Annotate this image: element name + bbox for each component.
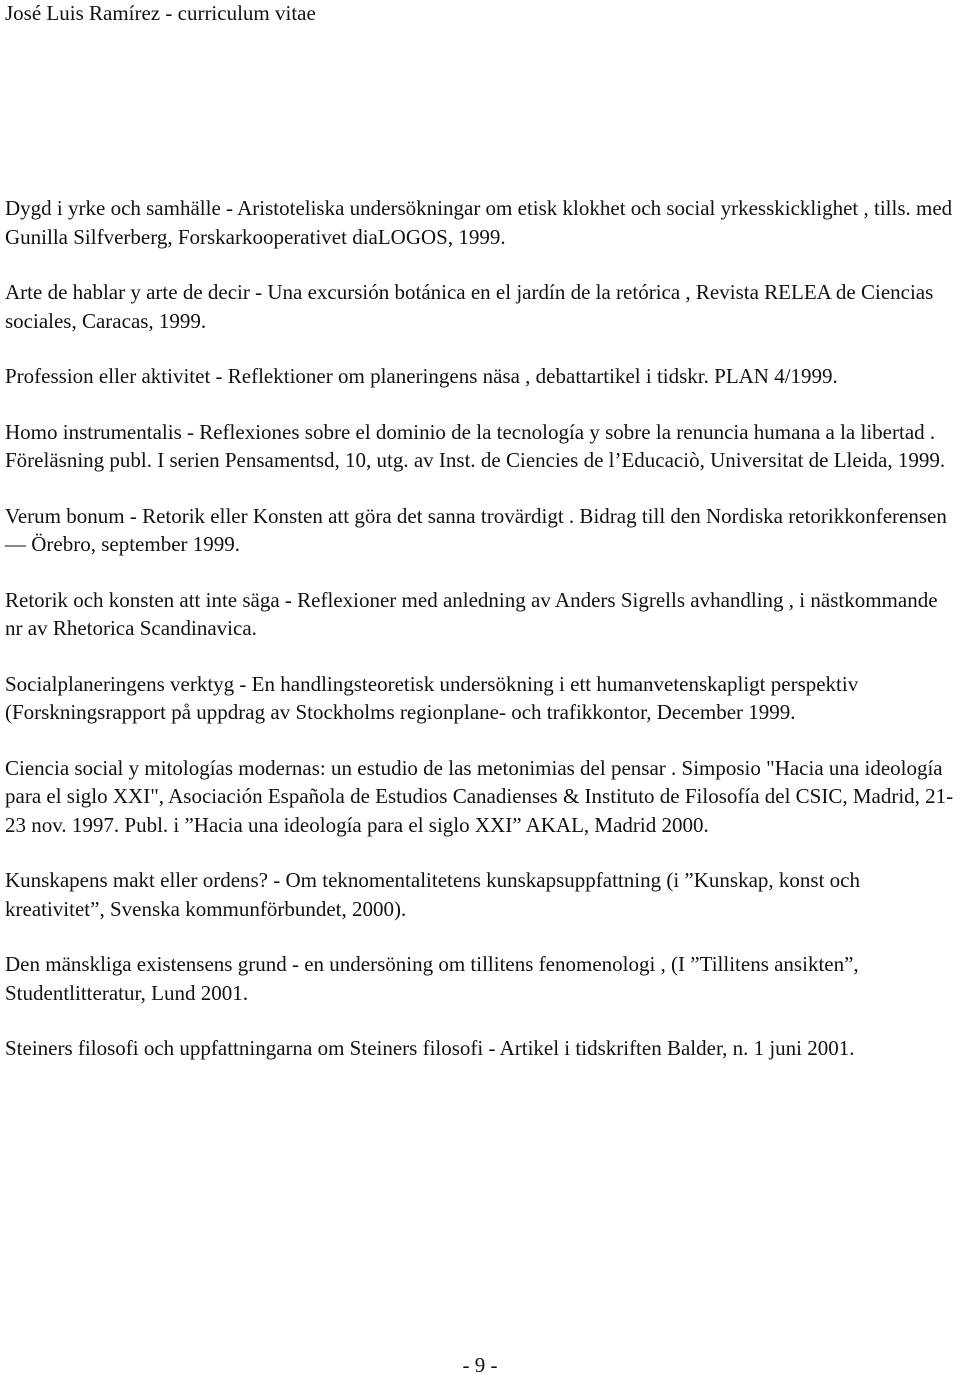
publication-entry: Homo instrumentalis - Reflexiones sobre el dominio de la tecnología y sobre la renuncia humana a la libertad . Föreläsning publ. I serien Pensamentsd, 10, utg. av Inst. de Ciencies de l’Educaciò, Universitat de Lleida, 1999.	[5, 419, 946, 472]
publication-list	[5, 194, 955, 1090]
publication-entry: Den mänskliga existensens grund - en undersöning om tillitens fenomenologi , (I ”Tillitens ansikten”, Studentlitteratur, Lund 2001.	[5, 952, 859, 1005]
publication-entry: Kunskapens makt eller ordens? - Om teknomentalitetens kunskapsuppfattning (i ”Kunskap, konst och kreativitet”, Svenska kommunförbundet, 2000).	[5, 868, 860, 921]
page-header-title: José Luis Ramírez - curriculum vitae	[5, 1, 316, 25]
publication-entry: Verum bonum - Retorik eller Konsten att göra det sanna trovärdigt . Bidrag till den Nordiska retorikkonferensen — Örebro, september 1999.	[5, 503, 947, 556]
page-number: - 9 -	[462, 1353, 498, 1377]
publication-entry: Dygd i yrke och samhälle - Aristoteliska undersökningar om etisk klokhet och social yrkesskicklighet , tills. med Gunilla Silfverberg, Forskarkooperativet diaLOGOS, 1999.	[5, 196, 953, 249]
publication-entry: Arte de hablar y arte de decir - Una excursión botánica en el jardín de la retórica , Revista RELEA de Ciencias sociales, Caracas, 1999.	[5, 280, 934, 333]
publication-entry: Profession eller aktivitet - Reflektioner om planeringens näsa , debattartikel i tidskr. PLAN 4/1999.	[5, 364, 838, 388]
publication-entry: Retorik och konsten att inte säga - Reflexioner med anledning av Anders Sigrells avhandling , i nästkommande nr av Rhetorica Scandinavica.	[5, 587, 938, 640]
publication-entry: Ciencia social y mitologías modernas: un estudio de las metonimias del pensar . Simposio "Hacia una ideología para el siglo XXI", Asociación Española de Estudios Canadienses & Instituto de Filosofía del CSIC, Madrid, 21-23 nov. 1997. Publ. i ”Hacia una ideología para el siglo XXI” AKAL, Madrid 2000.	[5, 755, 954, 837]
publication-entry: Socialplaneringens verktyg - En handlingsteoretisk undersökning i ett humanvetenskapligt perspektiv (Forskningsrapport på uppdrag av Stockholms regionplane- och trafikkontor, December 1999.	[5, 671, 859, 724]
publication-entry: Steiners filosofi och uppfattningarna om Steiners filosofi - Artikel i tidskriften Balder, n. 1 juni 2001.	[5, 1036, 855, 1060]
